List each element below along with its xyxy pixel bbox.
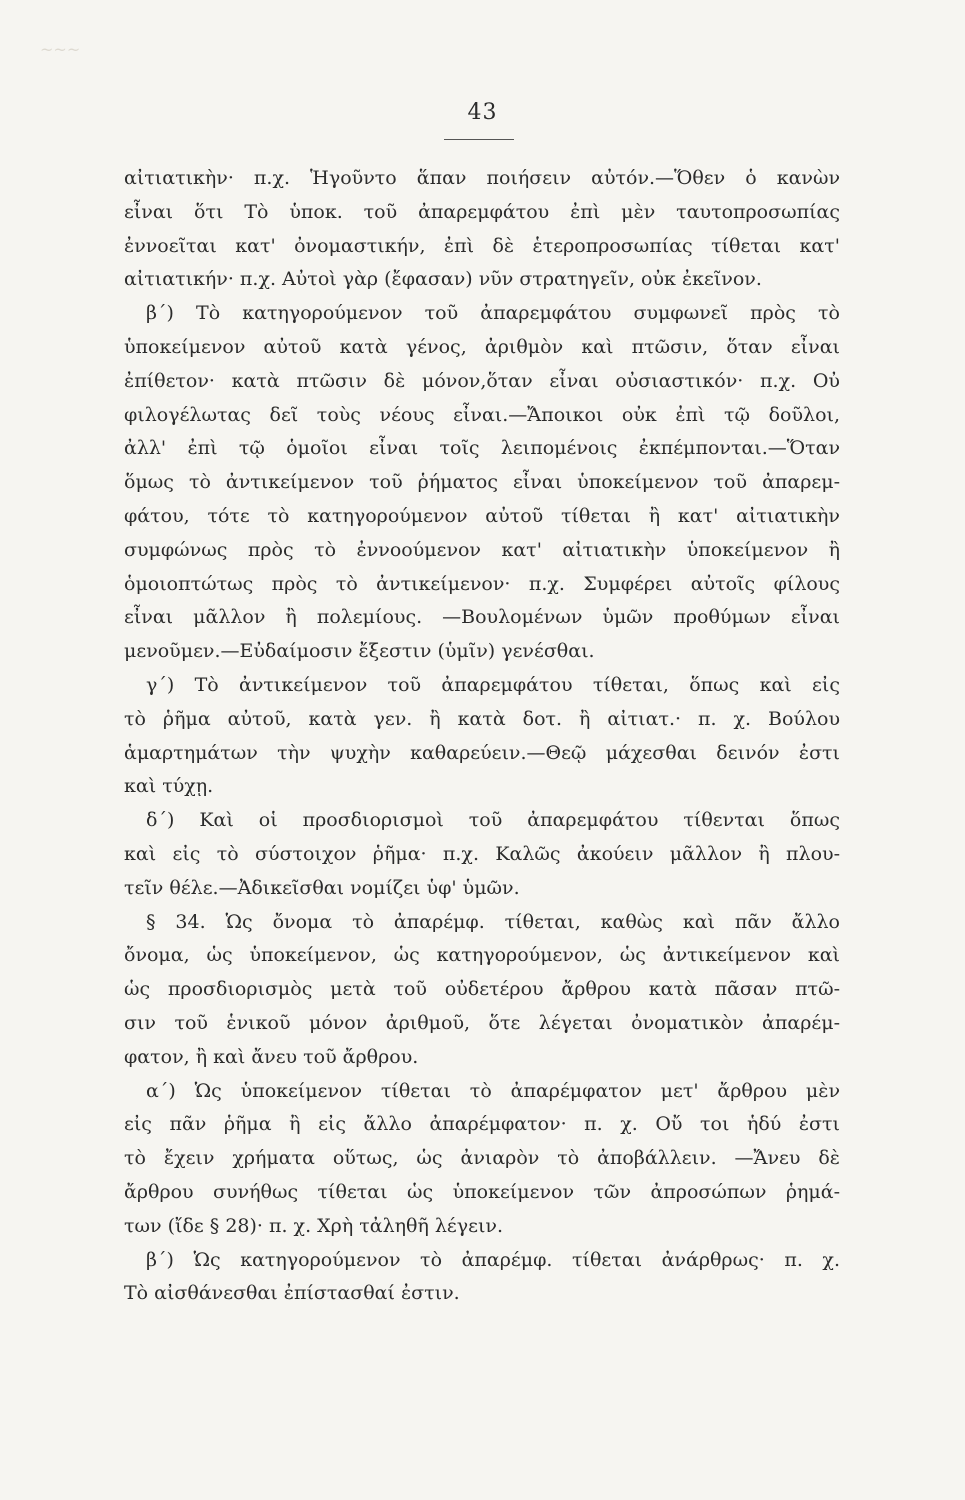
- text-line: ὑποκείμενον αὐτοῦ κατὰ γένος, ἀριθμὸν καὶ πτῶσιν, ὅταν εἶναι: [124, 335, 840, 358]
- text-line: ὅμως τὸ ἀντικείμενον τοῦ ῥήματος εἶναι ὑποκείμενον τοῦ ἀπαρεμ-: [124, 471, 840, 494]
- text-line: δ΄) Καὶ οἱ προσδιορισμοὶ τοῦ ἀπαρεμφάτου τίθενται ὅπως: [146, 809, 840, 832]
- text-line: ἀλλ' ἐπὶ τῷ ὁμοῖοι εἶναι τοῖς λειπομένοις ἐκπέμπονται.—Ὅταν: [124, 437, 840, 460]
- text-line: εἶναι ὅτι Τὸ ὑποκ. τοῦ ἀπαρεμφάτου ἐπὶ μὲν ταυτοπροσωπίας: [124, 200, 840, 223]
- text-line: των (ἴδε § 28)· π. χ. Χρὴ τἀληθῆ λέγειν.: [124, 1214, 504, 1237]
- text-line: τεῖν θέλε.—Ἀδικεῖσθαι νομίζει ὑφ' ὑμῶν.: [124, 876, 520, 899]
- text-line: φιλογέλωτας δεῖ τοὺς νέους εἶναι.—Ἄποικοι οὐκ ἐπὶ τῷ δοῦλοι,: [124, 403, 840, 426]
- text-line: μενοῦμεν.—Εὐδαίμοσιν ἔξεστιν (ὑμῖν) γενέσθαι.: [124, 640, 595, 663]
- text-line: φάτου, τότε τὸ κατηγορούμενον αὐτοῦ τίθεται ἢ κατ' αἰτιατικὴν: [124, 504, 840, 527]
- text-line: Τὸ αἰσθάνεσθαι ἐπίστασθαί ἐστιν.: [124, 1282, 460, 1305]
- text-line: εἰς πᾶν ῥῆμα ἢ εἰς ἄλλο ἀπαρέμφατον· π. χ. Οὔ τοι ἡδύ ἐστι: [124, 1113, 840, 1136]
- text-line: ἁμαρτημάτων τὴν ψυχὴν καθαρεύειν.—Θεῷ μάχεσθαι δεινόν ἐστι: [124, 741, 840, 764]
- page-number: 43: [467, 100, 498, 125]
- text-line: α΄) Ὡς ὑποκείμενον τίθεται τὸ ἀπαρέμφατον μετ' ἄρθρου μὲν: [146, 1079, 840, 1102]
- text-line: γ΄) Τὸ ἀντικείμενον τοῦ ἀπαρεμφάτου τίθεται, ὅπως καὶ εἰς: [146, 673, 840, 696]
- text-line: ἐπίθετον· κατὰ πτῶσιν δὲ μόνον,ὅταν εἶναι οὐσιαστικόν· π.χ. Οὐ: [124, 369, 840, 392]
- text-line: φατον, ἢ καὶ ἄνευ τοῦ ἄρθρου.: [124, 1045, 419, 1068]
- text-line: συμφώνως πρὸς τὸ ἐννοούμενον κατ' αἰτιατικὴν ὑποκείμενον ἢ: [124, 538, 840, 561]
- text-line: ὄνομα, ὡς ὑποκείμενον, ὡς κατηγορούμενον, ὡς ἀντικείμενον καὶ: [124, 944, 840, 967]
- text-line: καὶ τύχῃ.: [124, 775, 214, 798]
- text-line: καὶ εἰς τὸ σύστοιχον ῥῆμα· π.χ. Καλῶς ἀκούειν μᾶλλον ἢ πλου-: [124, 842, 840, 865]
- text-line: ἐννοεῖται κατ' ὀνομαστικήν, ἐπὶ δὲ ἑτεροπροσωπίας τίθεται κατ': [124, 234, 840, 257]
- text-line: αἰτιατικὴν· π.χ. Ἡγοῦντο ἅπαν ποιήσειν αὐτόν.—Ὅθεν ὁ κανὼν: [124, 167, 840, 189]
- text-line: ὁμοιοπτώτως πρὸς τὸ ἀντικείμενον· π.χ. Συμφέρει αὐτοῖς φίλους: [124, 572, 840, 595]
- section-heading-line: § 34. Ὡς ὄνομα τὸ ἀπαρέμφ. τίθεται, καθὼς καὶ πᾶν ἄλλο: [146, 910, 840, 933]
- text-line: β΄) Τὸ κατηγορούμενον τοῦ ἀπαρεμφάτου συμφωνεῖ πρὸς τὸ: [146, 302, 840, 325]
- page-number-rule: [444, 139, 514, 140]
- text-line: εἶναι μᾶλλον ἢ πολεμίους. —Βουλομένων ὑμῶν προθύμων εἶναι: [124, 606, 840, 629]
- body-text: [124, 162, 840, 1311]
- text-line: αἰτιατικήν· π.χ. Αὐτοὶ γὰρ (ἔφασαν) νῦν στρατηγεῖν, οὐκ ἐκεῖνον.: [124, 268, 762, 291]
- text-line: τὸ ἔχειν χρήματα οὕτως, ὡς ἀνιαρὸν τὸ ἀποβάλλειν. —Ἄνευ δὲ: [124, 1147, 840, 1170]
- text-line: σιν τοῦ ἑνικοῦ μόνον ἀριθμοῦ, ὅτε λέγεται ὀνοματικὸν ἀπαρέμ-: [124, 1011, 840, 1034]
- text-line: ἄρθρου συνήθως τίθεται ὡς ὑποκείμενον τῶν ἀπροσώπων ῥημά-: [124, 1180, 840, 1203]
- show-through-mark: ~~~: [40, 40, 81, 59]
- text-line: β΄) Ὡς κατηγορούμενον τὸ ἀπαρέμφ. τίθεται ἀνάρθρως· π. χ.: [146, 1248, 840, 1271]
- text-line: ὡς προσδιορισμὸς μετὰ τοῦ οὐδετέρου ἄρθρου κατὰ πᾶσαν πτῶ-: [124, 978, 840, 1001]
- text-line: τὸ ῥῆμα αὐτοῦ, κατὰ γεν. ἢ κατὰ δοτ. ἢ αἰτιατ.· π. χ. Βούλου: [124, 707, 840, 730]
